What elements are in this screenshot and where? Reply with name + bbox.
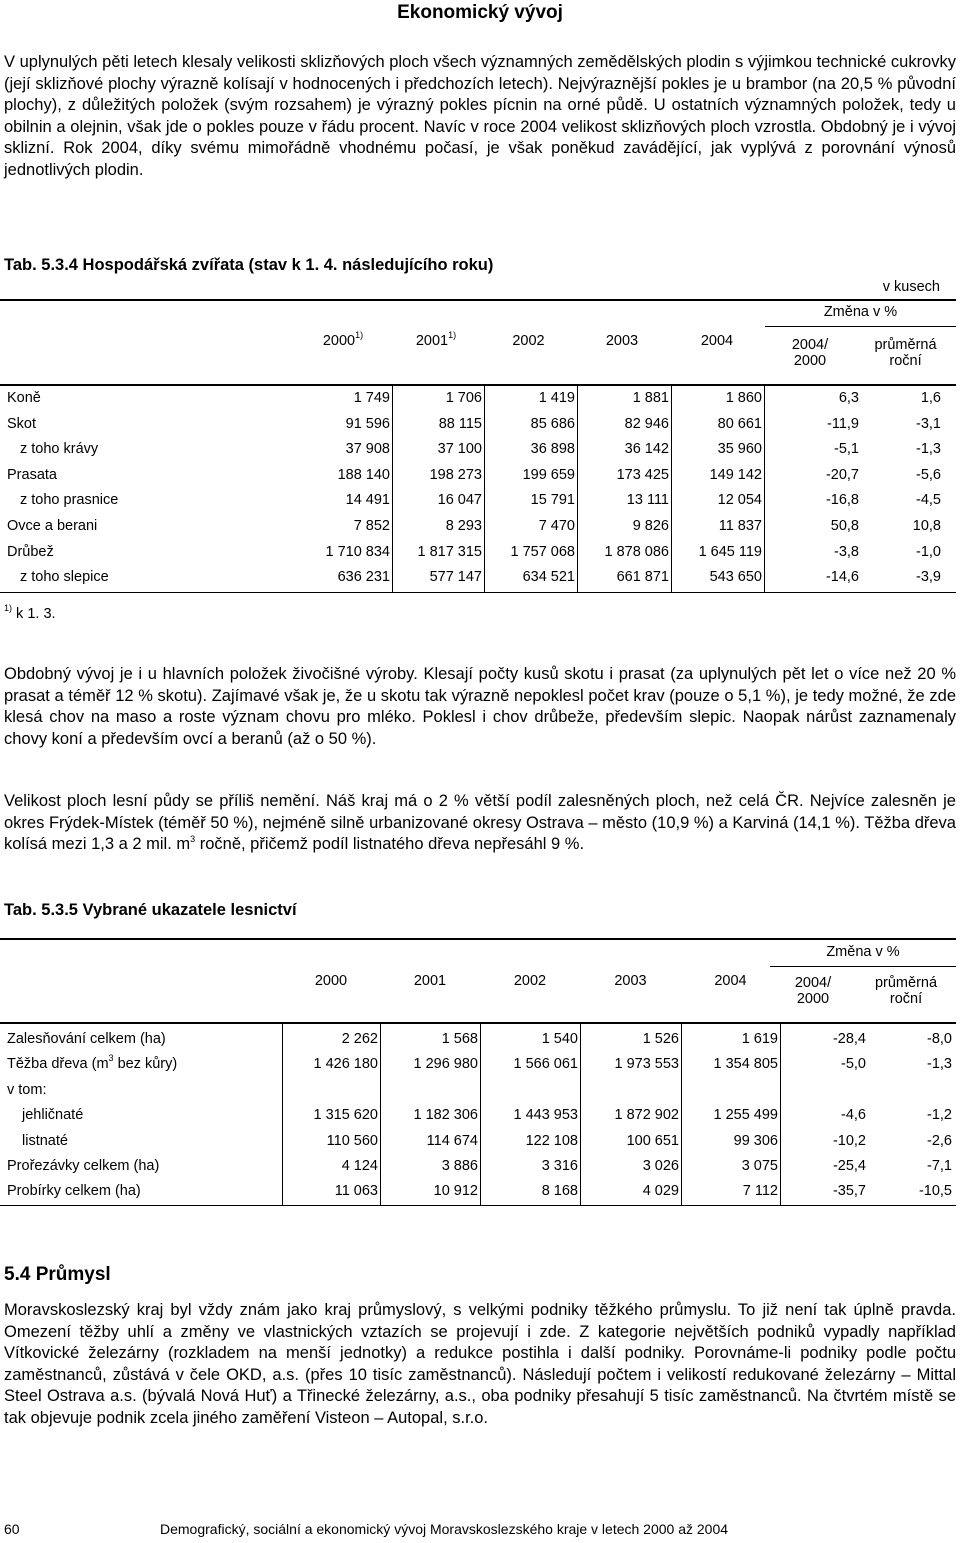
footer-text: Demografický, sociální a ekonomický vývoj Moravskoslezského kraje v letech 2000 až 2004: [160, 1521, 729, 1537]
table1-row-label: Skot: [7, 415, 37, 432]
table1-cell: 36 898: [530, 441, 575, 458]
table1-cell: 636 231: [337, 569, 390, 586]
table1-cell: 82 946: [624, 415, 669, 432]
table1-cell: -14,6: [825, 569, 859, 586]
table2-cell: 1 540: [541, 1031, 578, 1047]
section-heading: 5.4 Průmysl: [4, 1264, 111, 1285]
table1-col-divider: [671, 386, 672, 592]
table2-cell: -4,6: [841, 1107, 866, 1124]
table2-col-divider: [580, 1024, 581, 1205]
table2-cell: 1 426 180: [313, 1056, 378, 1073]
table1-cell: 6,3: [838, 390, 859, 406]
table2-bottom-rule: [0, 1205, 956, 1206]
table2-col-divider: [282, 1024, 283, 1205]
table2-caption: Tab. 5.3.5 Vybrané ukazatele lesnictví: [4, 901, 297, 919]
table2-col-ratio: 2004/ 2000: [794, 975, 832, 1007]
table1-cell: 661 871: [616, 569, 669, 586]
table1-cell: 14 491: [345, 492, 390, 509]
table1-cell: 149 142: [709, 466, 762, 483]
table1-cell: 11 837: [718, 518, 762, 534]
table2-cell: -1,2: [927, 1107, 952, 1124]
table1-cell: -16,8: [825, 492, 859, 509]
table2-cell: 8 168: [541, 1183, 578, 1200]
table1-cell: 188 140: [337, 466, 390, 483]
table2-cell: 1 443 953: [513, 1107, 578, 1124]
page-number: 60: [4, 1521, 20, 1537]
table1-cell: 85 686: [530, 415, 575, 432]
table2-cell: -7,1: [927, 1158, 952, 1174]
table2-cell: 1 619: [741, 1031, 778, 1047]
table2-row-label: Probírky celkem (ha): [7, 1183, 141, 1200]
table1-bottom-rule: [0, 592, 956, 593]
table2-cell: 1 296 980: [413, 1056, 478, 1073]
table1-caption: Tab. 5.3.4 Hospodářská zvířata (stav k 1. 4. následujícího roku): [4, 256, 494, 274]
table1-row-label: z toho krávy: [20, 441, 99, 458]
table2-row-label: Těžba dřeva ($m^3$ bez kůry): [7, 1053, 178, 1073]
table2-cell: 3 316: [541, 1158, 578, 1174]
table2-col-avg: průměrná roční: [874, 975, 938, 1007]
table1-year-header: 2001$^{1)}$: [415, 330, 457, 349]
table2-year-header: 2003: [614, 973, 647, 989]
table1-cell: 1 749: [353, 390, 390, 406]
table2-cell: -5,0: [841, 1056, 866, 1073]
table1-cell: 1 881: [632, 390, 669, 406]
table2-cell: 1 973 553: [614, 1056, 679, 1073]
table1-cell: 1 419: [538, 390, 575, 406]
table2-cell: 3 075: [741, 1158, 778, 1174]
table1-cell: 37 908: [345, 441, 390, 458]
table1-cell: 7 852: [353, 518, 390, 534]
table2-cell: 11 063: [334, 1183, 378, 1200]
table2-cell: -2,6: [927, 1132, 952, 1149]
table2-top-rule: [0, 938, 956, 940]
table1-cell: 1 645 119: [698, 543, 762, 560]
table1-row-label: Drůbež: [7, 543, 54, 560]
table2-col-divider: [780, 1024, 781, 1205]
table1-cell: 80 661: [717, 415, 762, 432]
table1-cell: 634 521: [522, 569, 575, 586]
table1-cell: 7 470: [538, 518, 575, 534]
table1-cell: 543 650: [709, 569, 762, 586]
table1-cell: -1,3: [916, 441, 941, 458]
table2-row-label: listnaté: [22, 1132, 68, 1149]
table2-cell: -28,4: [832, 1031, 866, 1047]
table2-year-header: 2002: [513, 973, 547, 989]
table1-cell: -3,1: [916, 415, 941, 432]
table1-row-label: Prasata: [7, 466, 57, 483]
table1-cell: 13 111: [626, 492, 669, 509]
table1-cell: -3,9: [916, 569, 941, 586]
table2-row-label: v tom:: [7, 1081, 47, 1098]
table1-footnote: $^{1)}$ k 1. 3.: [4, 603, 56, 622]
table1-cell: 36 142: [624, 441, 669, 458]
table2-cell: 122 108: [525, 1132, 578, 1149]
table2-cell: 4 029: [642, 1183, 679, 1200]
table1-cell: -11,9: [827, 415, 859, 432]
table1-cell: 88 115: [438, 415, 482, 432]
table2-row-label: jehličnaté: [22, 1107, 84, 1124]
table2-row-label: Zalesňování celkem (ha): [7, 1031, 166, 1047]
table2-cell: 1 255 499: [713, 1107, 778, 1124]
table2-row-label: Prořezávky celkem (ha): [7, 1158, 160, 1174]
table2-cell: -10,2: [832, 1132, 866, 1149]
table1-year-header: 2003: [605, 333, 639, 349]
table1-col-divider: [484, 386, 485, 592]
table1-cell: 10,8: [912, 518, 941, 534]
paragraph-livestock: Obdobný vývoj je i u hlavních položek živočišné výroby. Klesají počty kusů skotu i prasat (za uplynulých pět let o více než 20 % prasat a téměř 12 % skotu). Zajímavé však je, že u skotu tak výrazně nepoklesl počet krav (pouze o 5,1 %), je tedy možné, že zde klesá chov na maso a roste význam chovu pro mléko. Poklesl i chov drůbeže, především slepic. Naopak nárůst zaznamenaly chovy koní a především ovcí a beranů (až o 50 %).: [4, 665, 956, 748]
table1-cell: 35 960: [717, 441, 762, 458]
table2-col-divider: [480, 1024, 481, 1205]
table1-cell: -5,1: [834, 441, 859, 458]
table1-cell: 9 826: [632, 518, 669, 534]
table2-cell: 1 315 620: [313, 1107, 378, 1124]
table1-cell: 1 710 834: [325, 543, 390, 560]
table2-cell: -10,5: [918, 1183, 952, 1200]
table2-col-divider: [681, 1024, 682, 1205]
table2-cell: 99 306: [733, 1132, 778, 1149]
table1-cell: 198 273: [429, 466, 482, 483]
table1-cell: -4,5: [916, 492, 941, 509]
table1-change-rule: [765, 326, 956, 327]
table1-cell: 1,6: [920, 390, 941, 406]
table1-cell: 12 054: [717, 492, 762, 509]
table2-cell: 1 872 902: [614, 1107, 679, 1124]
table1-col-divider: [577, 386, 578, 592]
table2-head-rule: [0, 1022, 956, 1024]
table1-year-header: 2000$^{1)}$: [322, 330, 364, 349]
table1-cell: 37 100: [437, 441, 482, 458]
table1-year-header: 2004: [700, 333, 734, 349]
table2-year-header: 2000: [314, 973, 348, 989]
table2-cell: -35,7: [832, 1183, 866, 1200]
table1-top-rule: [0, 299, 956, 301]
table2-cell: 1 566 061: [513, 1056, 578, 1073]
table2-year-header: 2004: [714, 973, 747, 989]
table1-cell: 91 596: [345, 415, 390, 432]
table1-cell: 1 860: [725, 390, 762, 406]
paragraph-forestry: Velikost ploch lesní půdy se příliš nemění. Náš kraj má o 2 % větší podíl zalesněných ploch, než celá ČR. Nejvíce zalesněn je okres Frýdek-Místek (téměř 50 %), nejméně silně urbanizované okresy Ostrava – město (10,9 %) a Karviná (14,1 %). Těžba dřeva kolísá mezi 1,3 a 2 mil. $m^3$ ročně, přičemž podíl listnatého dřeva nepřesáhl 9 %.: [4, 792, 956, 853]
table2-cell: -25,4: [832, 1158, 866, 1174]
table1-cell: 1 706: [445, 390, 482, 406]
table1-cell: 173 425: [616, 466, 669, 483]
table2-cell: 1 182 306: [413, 1107, 478, 1124]
page-title: Ekonomický vývoj: [397, 2, 563, 23]
table2-change-rule: [770, 966, 956, 967]
table1-cell: 50,8: [830, 518, 859, 534]
table2-change-header: Změna v %: [826, 944, 900, 960]
table1-row-label: Koně: [7, 390, 41, 406]
table1-col-ratio: 2004/ 2000: [791, 337, 829, 369]
table1-cell: 577 147: [429, 569, 482, 586]
table2-col-divider: [380, 1024, 381, 1205]
table2-year-header: 2001: [413, 973, 447, 989]
table1-cell: -5,6: [916, 466, 941, 483]
table1-cell: 16 047: [437, 492, 482, 509]
table1-row-label: z toho prasnice: [20, 492, 119, 509]
table2-cell: -8,0: [927, 1031, 952, 1047]
table2-cell: 4 124: [341, 1158, 378, 1174]
table1-row-label: z toho slepice: [20, 569, 109, 586]
table1-year-header: 2002: [512, 333, 545, 349]
table2-cell: 3 026: [642, 1158, 679, 1174]
table2-cell: 100 651: [626, 1132, 679, 1149]
paragraph-crops: V uplynulých pěti letech klesaly velikosti sklizňových ploch všech významných zemědělských plodin s výjimkou technické cukrovky (její sklizňové plochy výrazně kolísají v hodnocených i předchozích letech). Nejvýraznější pokles je u brambor (na 20,5 % původní plochy), z důležitých položek (svým rozsahem) je výrazný pokles pícnin na orné půdě. U ostatních významných položek, tedy u obilnin a olejnin, však jde o pokles pouze v řádu procent. Navíc v roce 2004 velikost sklizňových ploch vzrostla. Obdobný je i vývoj sklizní. Rok 2004, díky svému mimořádně vhodnému počasí, je však poněkud zavádějící, jak vyplývá z porovnání výnosů jednotlivých plodin.: [4, 53, 956, 179]
table1-cell: 199 659: [522, 466, 575, 483]
table2-cell: 1 354 805: [713, 1056, 778, 1073]
table1-cell: -3,8: [834, 543, 859, 560]
table1-cell: 1 757 068: [510, 543, 575, 560]
table1-col-divider: [764, 386, 765, 592]
table1-change-header: Změna v %: [823, 304, 898, 320]
table2-cell: -1,3: [927, 1056, 952, 1073]
table1-cell: -20,7: [825, 466, 859, 483]
table2-cell: 1 526: [642, 1031, 679, 1047]
table1-cell: 15 791: [530, 492, 575, 509]
table1-head-rule: [0, 384, 956, 386]
table1-cell: 1 817 315: [417, 543, 482, 560]
table1-cell: 8 293: [445, 518, 482, 534]
table1-col-divider: [392, 386, 393, 592]
table1-unit: v kusech: [882, 279, 940, 295]
paragraph-industry: Moravskoslezský kraj byl vždy znám jako kraj průmyslový, s velkými podniky těžkého průmyslu. To již není tak úplně pravda. Omezení těžby uhlí a změny ve vlastnických vztazích se projevují i zde. Z kategorie největších podniků vypadly například Vítkovické železárny (rozkladem na menší jednotky) a redukce postihla i další podniky. Porovnáme-li podniky podle počtu zaměstnanců, zůstává v čele OKD, a.s. (přes 10 tisíc zaměstnanců). Následují počtem i velikostí redukované železárny – Mittal Steel Ostrava a.s. (bývalá Nová Huť) a Třinecké železárny, a.s., oba podniky přesahují 5 tisíc zaměstnanců. Na čtvrtém místě se tak objevuje podnik zcela jiného zaměření Visteon – Autopal, s.r.o.: [4, 1301, 956, 1427]
table1-col-avg: průměrná roční: [874, 337, 937, 369]
table1-cell: -1,0: [916, 543, 941, 560]
table2-cell: 10 912: [433, 1183, 478, 1200]
table2-cell: 2 262: [341, 1031, 378, 1047]
table2-cell: 3 886: [441, 1158, 478, 1174]
table2-cell: 110 560: [326, 1132, 378, 1149]
table1-cell: 1 878 086: [604, 543, 669, 560]
table2-cell: 114 674: [426, 1132, 478, 1149]
table2-cell: 1 568: [441, 1031, 478, 1047]
table2-cell: 7 112: [742, 1183, 778, 1200]
table1-row-label: Ovce a berani: [7, 518, 98, 534]
